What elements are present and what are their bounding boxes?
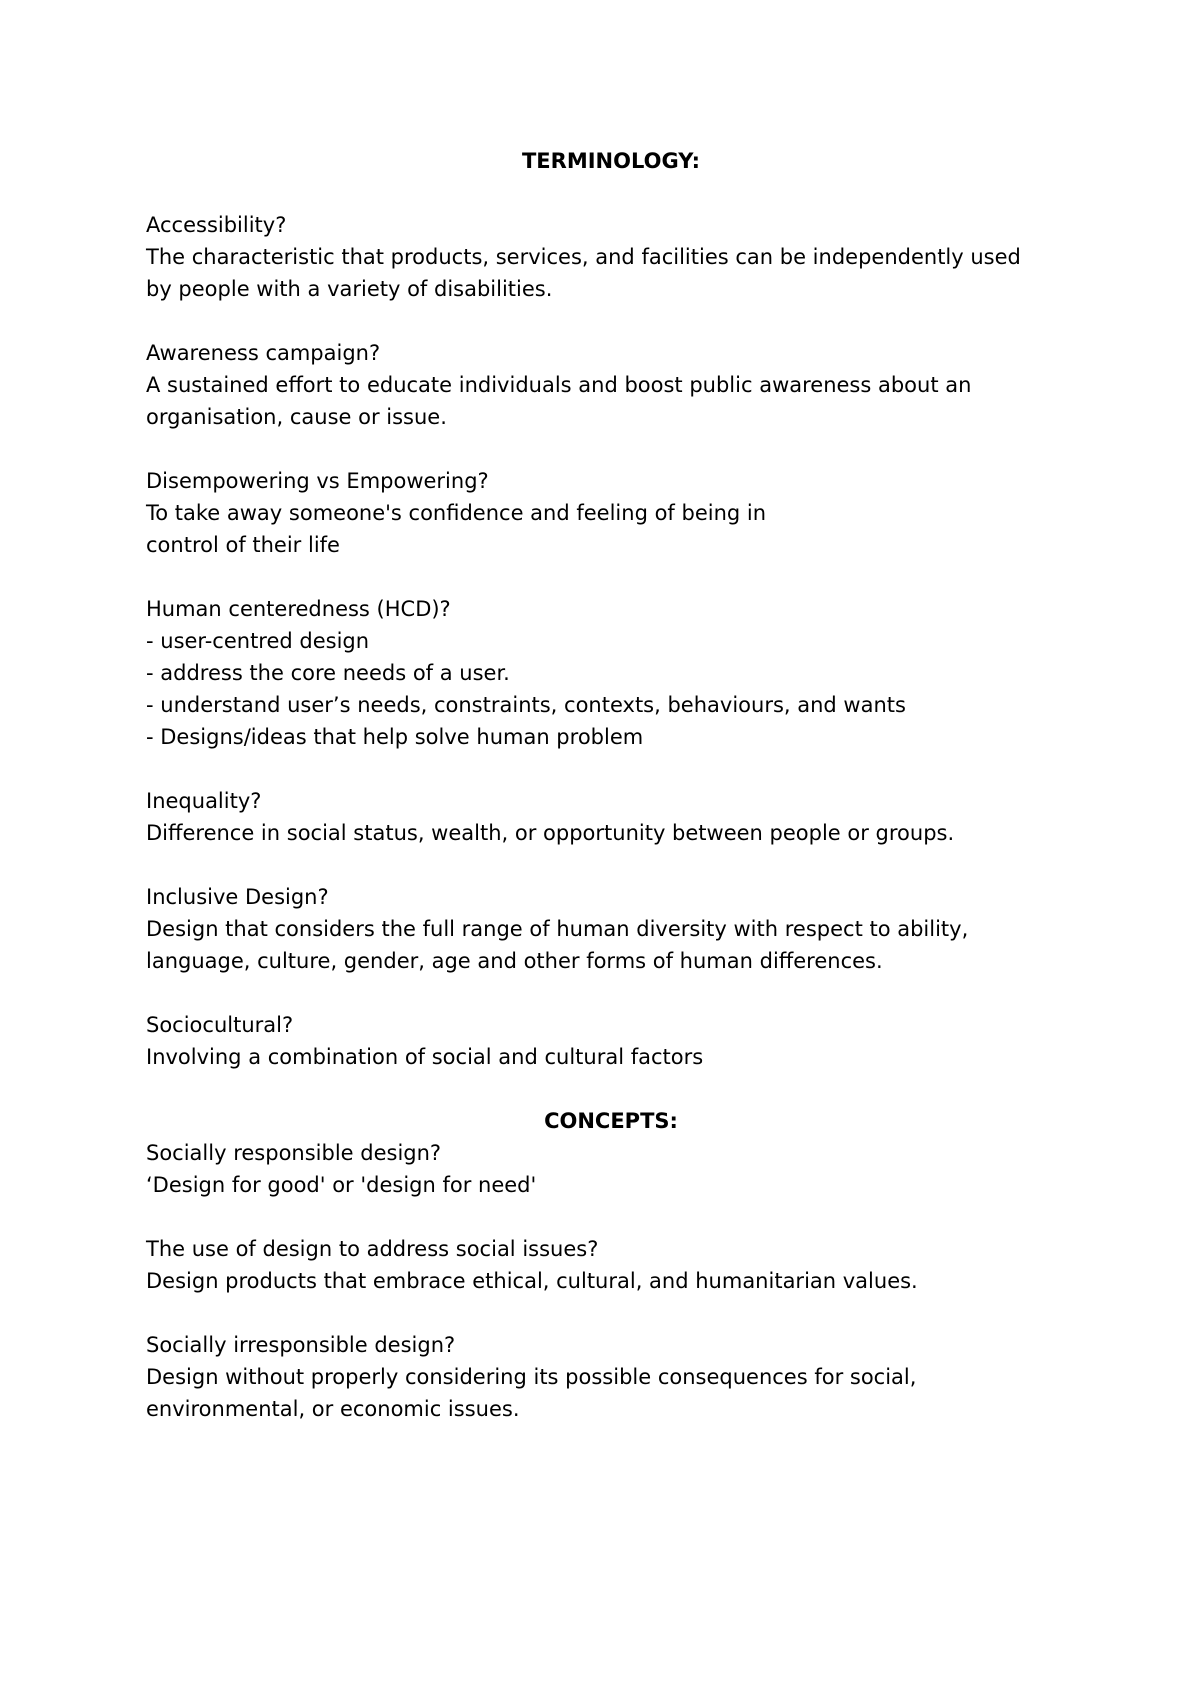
term-definition-line: Difference in social status, wealth, or opportunity between people or groups. [146,821,955,845]
concept-question: The use of design to address social issues? [146,1237,599,1261]
concept-question: Socially irresponsible design? [146,1333,456,1357]
term-question: Awareness campaign? [146,341,381,365]
concept-definition-line: environmental, or economic issues. [146,1397,520,1421]
terminology-heading: TERMINOLOGY: [521,149,701,173]
term-definition-line: To take away someone's confidence and feeling of being in [146,501,767,525]
concept-definition-line: Design without properly considering its possible consequences for social, [146,1365,917,1389]
term-question: Human centeredness (HCD)? [146,597,451,621]
term-question: Inclusive Design? [146,885,329,909]
concept-definition-line: Design products that embrace ethical, cultural, and humanitarian values. [146,1269,918,1293]
term-entry-inequality [146,785,1076,849]
term-definition-line: control of their life [146,533,340,557]
term-definition-line: language, culture, gender, age and other forms of human differences. [146,949,883,973]
term-definition-line: Involving a combination of social and cultural factors [146,1045,704,1069]
term-entry-accessibility [146,209,1076,305]
term-entry-sociocultural [146,1009,1076,1073]
term-definition-line: - understand user’s needs, constraints, contexts, behaviours, and wants [146,693,906,717]
term-definition-line: A sustained effort to educate individuals and boost public awareness about an [146,373,972,397]
concept-question: Socially responsible design? [146,1141,442,1165]
term-definition-line: - address the core needs of a user. [146,661,510,685]
term-question: Disempowering vs Empowering? [146,469,489,493]
term-definition-line: by people with a variety of disabilities. [146,277,553,301]
concept-entry-socially-responsible [146,1137,1076,1201]
term-entry-disempowering [146,465,1076,561]
document-page [146,145,1076,1457]
term-question: Inequality? [146,789,262,813]
term-definition-line: - Designs/ideas that help solve human problem [146,725,644,749]
term-definition-line: organisation, cause or issue. [146,405,447,429]
concept-entry-socially-irresponsible [146,1329,1076,1425]
term-definition-line: Design that considers the full range of human diversity with respect to ability, [146,917,969,941]
term-question: Accessibility? [146,213,287,237]
concept-definition-line: ‘Design for good' or 'design for need' [146,1173,537,1197]
term-question: Sociocultural? [146,1013,294,1037]
term-entry-human-centeredness [146,593,1076,753]
concepts-heading: CONCEPTS: [544,1109,678,1133]
term-entry-awareness-campaign [146,337,1076,433]
term-definition-line: The characteristic that products, services, and facilities can be independently used [146,245,1021,269]
term-entry-inclusive-design [146,881,1076,977]
term-definition-line: - user-centred design [146,629,370,653]
concept-entry-design-social-issues [146,1233,1076,1297]
